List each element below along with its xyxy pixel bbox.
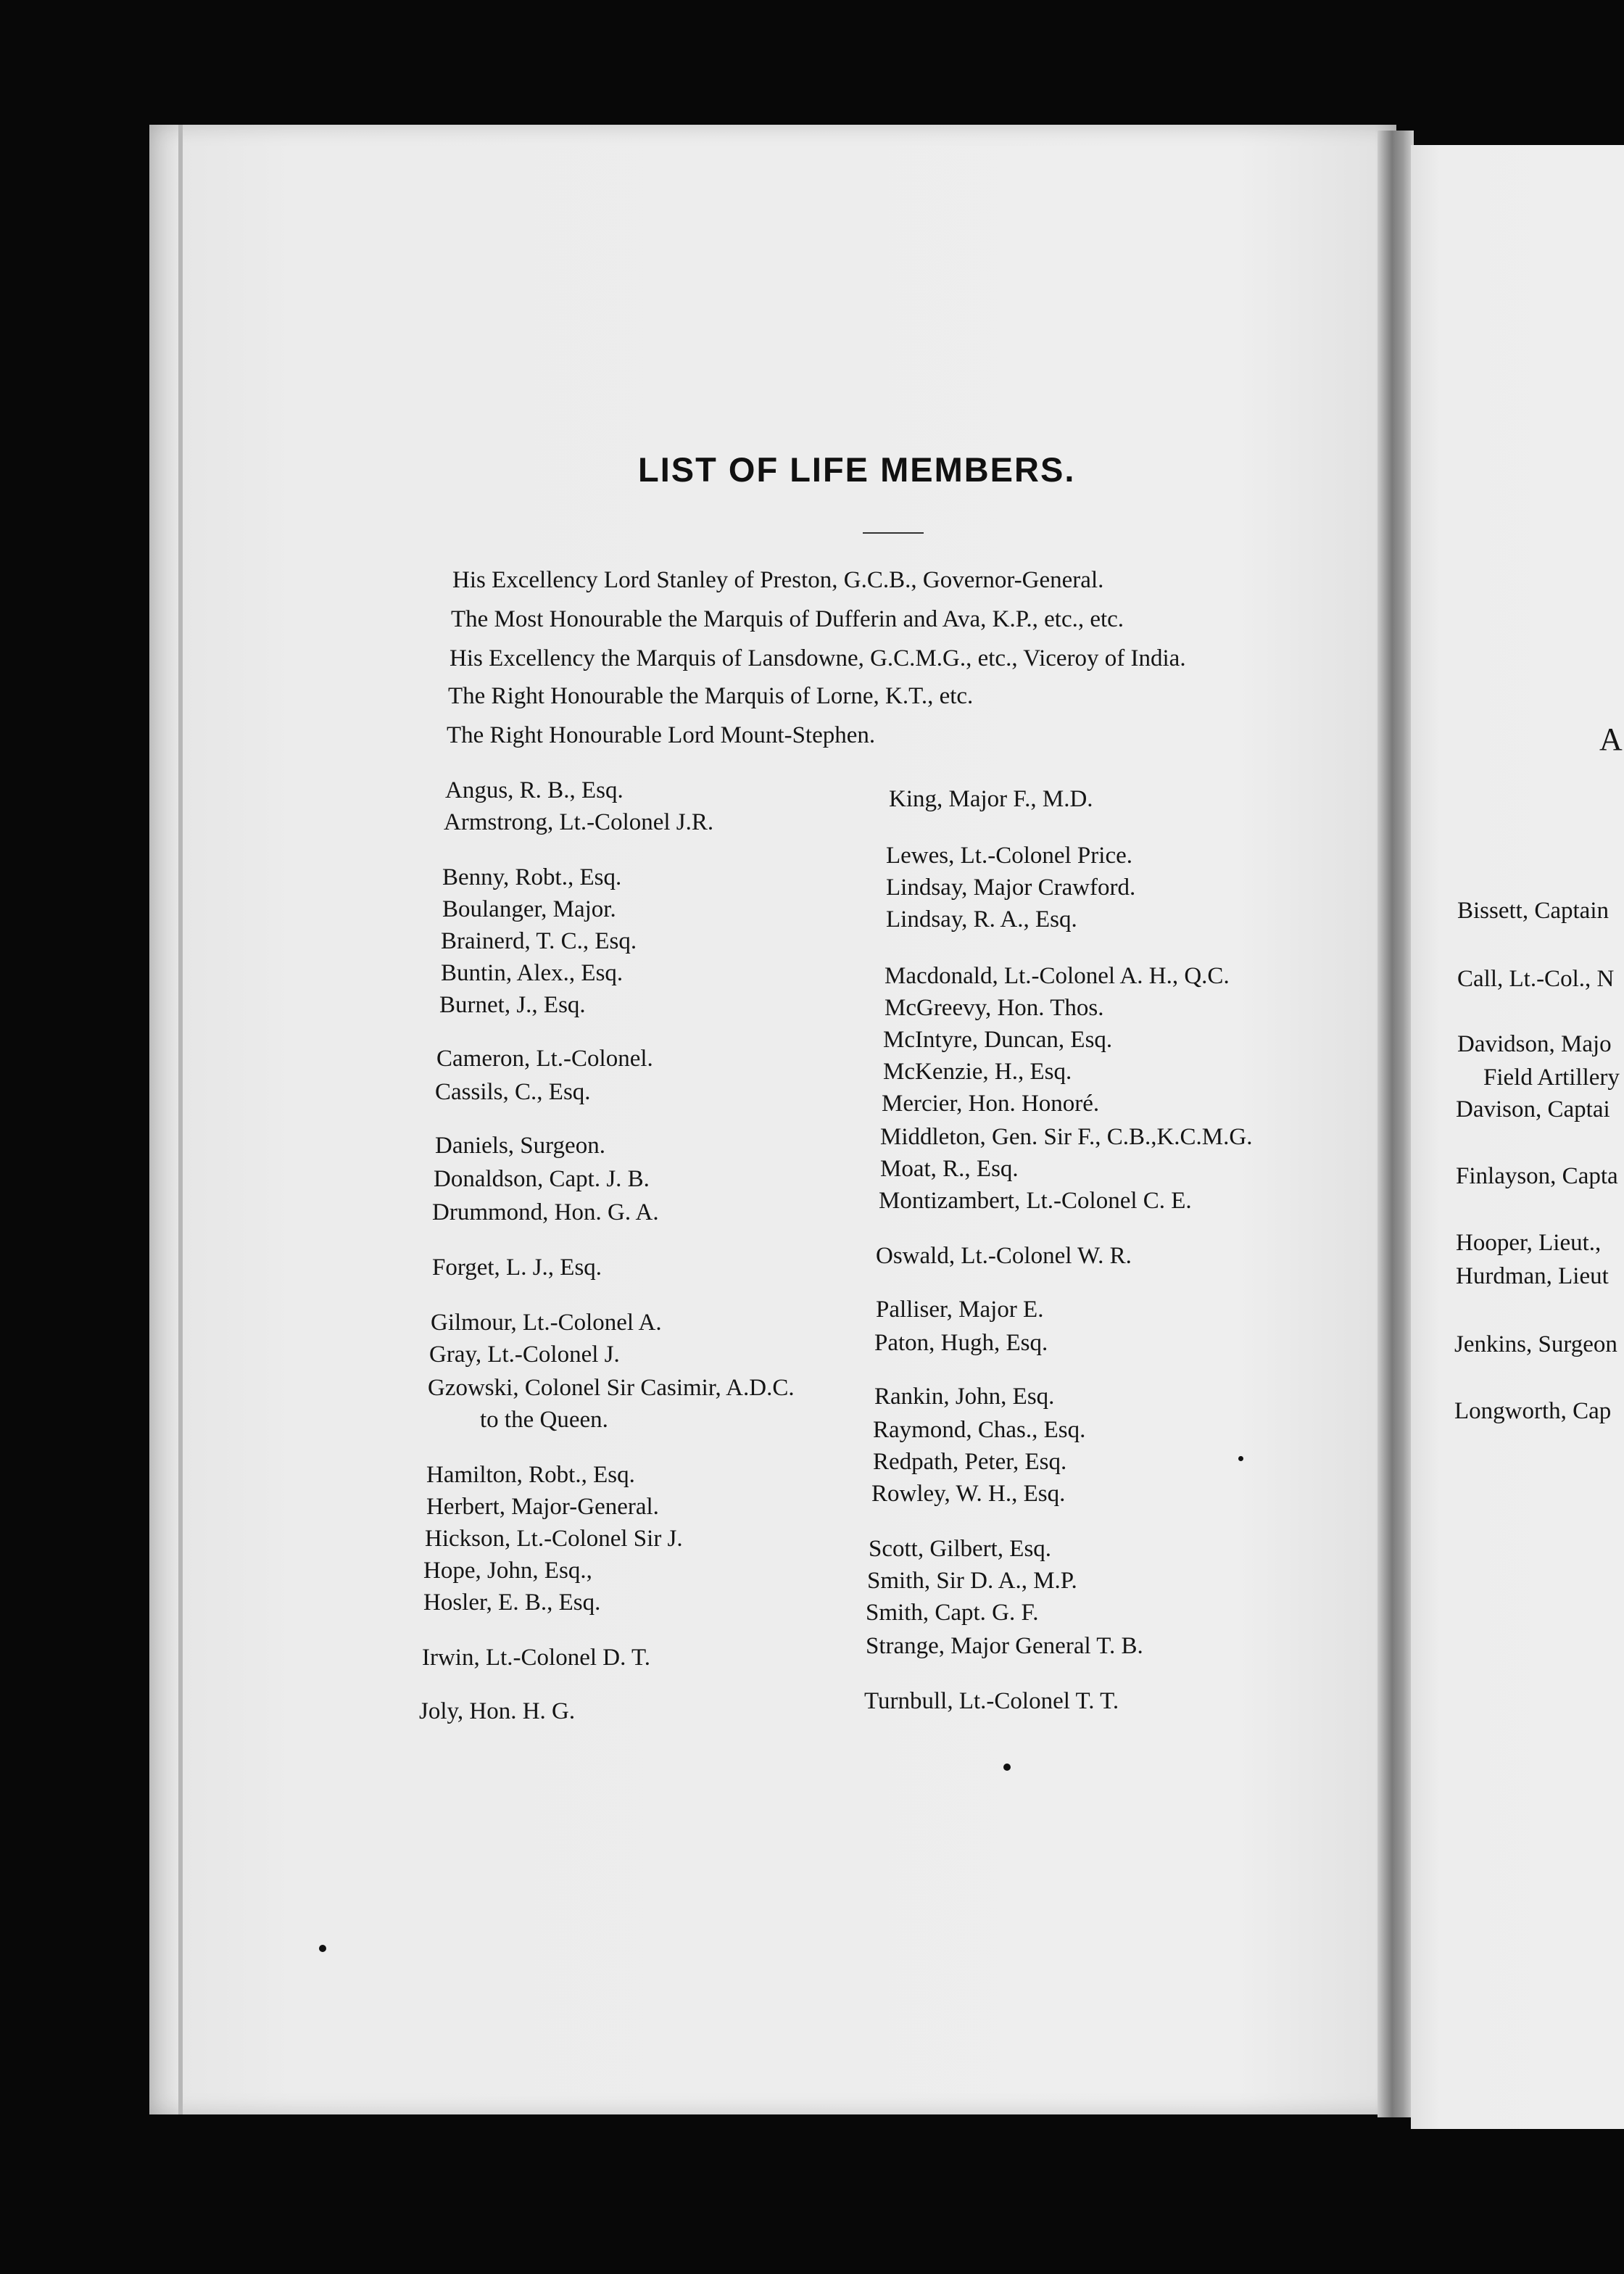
member-entry: Smith, Capt. G. F. [866, 1600, 1039, 1626]
member-entry: Strange, Major General T. B. [866, 1633, 1143, 1659]
member-entry: Hope, John, Esq., [423, 1558, 592, 1584]
member-entry: Gzowski, Colonel Sir Casimir, A.D.C. [428, 1375, 795, 1401]
member-entry: Hosler, E. B., Esq. [423, 1589, 601, 1616]
member-entry: Buntin, Alex., Esq. [441, 960, 624, 986]
member-entry: Gray, Lt.-Colonel J. [429, 1341, 620, 1368]
member-entry: Turnbull, Lt.-Colonel T. T. [864, 1688, 1119, 1714]
left-page [149, 125, 1396, 2114]
member-entry: Joly, Hon. H. G. [419, 1698, 576, 1724]
member-entry-continuation: to the Queen. [480, 1407, 608, 1433]
member-entry: Boulanger, Major. [442, 896, 616, 922]
member-entry: Rankin, John, Esq. [874, 1384, 1055, 1410]
page-title: LIST OF LIFE MEMBERS. [638, 450, 1076, 489]
member-entry: Scott, Gilbert, Esq. [869, 1536, 1052, 1562]
member-entry: Angus, R. B., Esq. [445, 777, 624, 803]
member-entry: McIntyre, Duncan, Esq. [883, 1027, 1113, 1053]
next-page-entry: Call, Lt.-Col., N [1457, 966, 1615, 992]
next-page-entry: Jenkins, Surgeon [1454, 1331, 1617, 1357]
member-entry: McKenzie, H., Esq. [883, 1059, 1072, 1085]
book-gutter [1378, 131, 1414, 2117]
member-entry: Gilmour, Lt.-Colonel A. [431, 1310, 662, 1336]
next-page-entry: Longworth, Cap [1454, 1398, 1612, 1424]
header-line: The Right Honourable the Marquis of Lorne, K.T., etc. [448, 683, 974, 709]
next-page-entry: Davison, Captai [1456, 1096, 1610, 1122]
member-entry: Lindsay, Major Crawford. [886, 875, 1136, 901]
member-entry: Moat, R., Esq. [880, 1156, 1019, 1182]
header-line: His Excellency Lord Stanley of Preston, G.C.B., Governor-General. [452, 567, 1104, 593]
member-entry: Lewes, Lt.-Colonel Price. [886, 843, 1132, 869]
member-entry: Armstrong, Lt.-Colonel J.R. [444, 809, 714, 835]
header-line: His Excellency the Marquis of Lansdowne, G.C.M.G., etc., Viceroy of India. [450, 645, 1186, 671]
ink-speck [1003, 1764, 1011, 1771]
member-entry: Paton, Hugh, Esq. [874, 1330, 1048, 1356]
member-entry: Burnet, J., Esq. [439, 992, 586, 1018]
next-page-entry: Field Artillery [1483, 1064, 1620, 1091]
next-page-entry: Davidson, Majo [1457, 1031, 1612, 1057]
header-line: The Most Honourable the Marquis of Dufferin and Ava, K.P., etc., etc. [451, 606, 1124, 632]
next-page-entry: Finlayson, Capta [1456, 1163, 1618, 1189]
member-entry: Cameron, Lt.-Colonel. [436, 1046, 653, 1072]
member-entry: Herbert, Major-General. [426, 1494, 659, 1520]
ink-speck [1238, 1456, 1243, 1461]
member-entry: Raymond, Chas., Esq. [873, 1417, 1086, 1443]
header-line: The Right Honourable Lord Mount-Stephen. [447, 722, 876, 748]
member-entry: King, Major F., M.D. [889, 786, 1093, 812]
member-entry: Benny, Robt., Esq. [442, 864, 622, 890]
next-page-entry: Bissett, Captain [1457, 898, 1609, 924]
member-entry: Brainerd, T. C., Esq. [441, 928, 637, 954]
member-entry: Daniels, Surgeon. [435, 1133, 605, 1159]
member-entry: Drummond, Hon. G. A. [432, 1199, 659, 1225]
member-entry: McGreevy, Hon. Thos. [884, 995, 1104, 1021]
ink-speck [319, 1945, 326, 1952]
member-entry: Palliser, Major E. [876, 1297, 1044, 1323]
member-entry: Forget, L. J., Esq. [432, 1254, 602, 1281]
member-entry: Lindsay, R. A., Esq. [886, 906, 1077, 933]
member-entry: Hamilton, Robt., Esq. [426, 1462, 635, 1488]
member-entry: Mercier, Hon. Honoré. [882, 1091, 1100, 1117]
member-entry: Oswald, Lt.-Colonel W. R. [876, 1243, 1132, 1269]
member-entry: Donaldson, Capt. J. B. [434, 1166, 650, 1192]
member-entry: Redpath, Peter, Esq. [873, 1449, 1067, 1475]
member-entry: Cassils, C., Esq. [435, 1079, 591, 1105]
next-page-letter: A [1599, 722, 1623, 757]
right-page-edge [1411, 145, 1624, 2129]
member-entry: Macdonald, Lt.-Colonel A. H., Q.C. [884, 963, 1230, 989]
next-page-entry: Hooper, Lieut., [1456, 1230, 1602, 1256]
member-entry: Middleton, Gen. Sir F., C.B.,K.C.M.G. [880, 1124, 1253, 1150]
member-entry: Irwin, Lt.-Colonel D. T. [422, 1645, 650, 1671]
member-entry: Hickson, Lt.-Colonel Sir J. [425, 1526, 683, 1552]
member-entry: Smith, Sir D. A., M.P. [867, 1568, 1077, 1594]
member-entry: Rowley, W. H., Esq. [871, 1481, 1066, 1507]
member-entry: Montizambert, Lt.-Colonel C. E. [879, 1188, 1192, 1214]
next-page-entry: Hurdman, Lieut [1456, 1263, 1609, 1289]
title-rule [863, 532, 924, 534]
